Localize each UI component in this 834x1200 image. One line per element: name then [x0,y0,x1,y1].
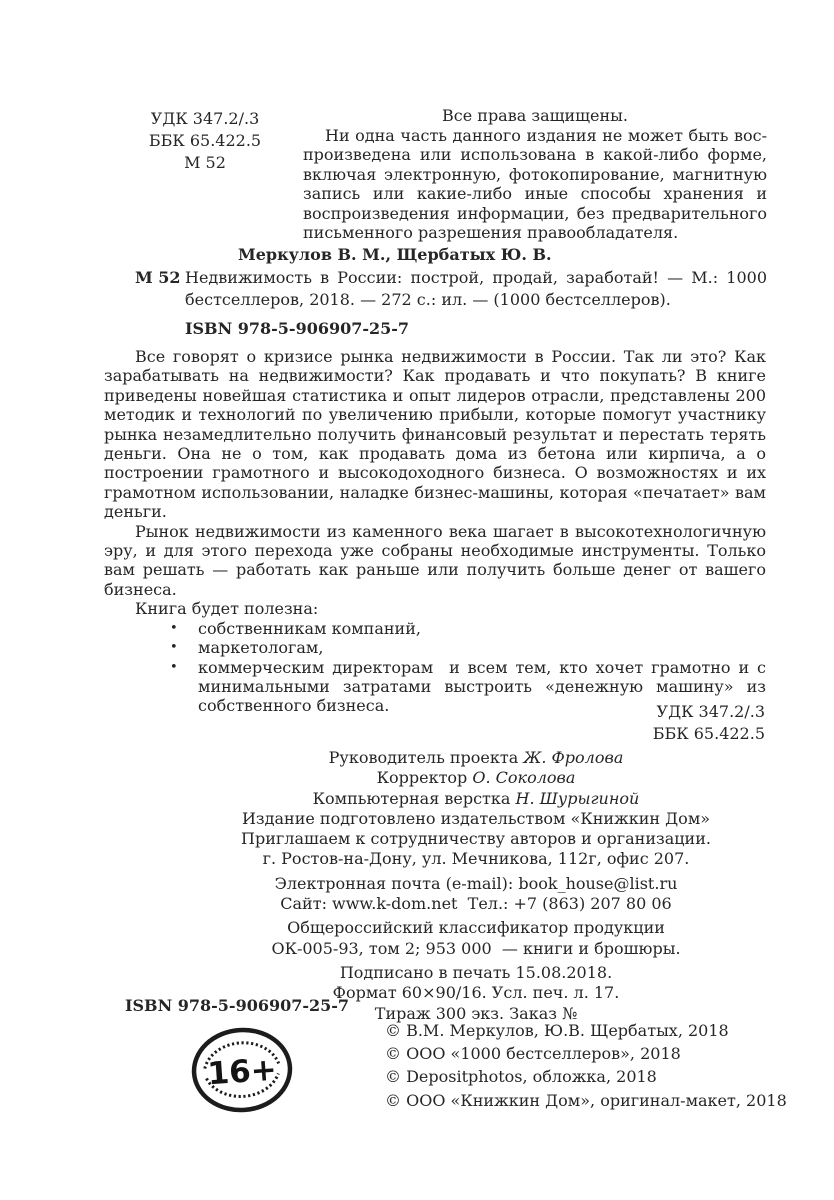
udk-code-right: УДК 347.2/.3 [656,702,765,721]
age-rating-badge [186,1022,298,1117]
credit-name: О. Соколова [472,768,576,788]
age-rating-text: 16+ [206,1051,278,1093]
list-item-text: маркетологам, [198,638,324,658]
isbn-bottom: ISBN 978-5-906907-25-7 [125,996,350,1015]
imprint-line: Общероссийский классификатор продукции [287,918,665,938]
credit-line [185,768,767,788]
imprint-line: Приглашаем к сотрудничеству авторов и организации. [241,829,711,849]
bullet-icon: • [170,640,178,656]
top-codes-block [138,108,272,174]
copyright-line: © В.М. Меркулов, Ю.В. Щербатых, 2018 [385,1021,729,1040]
imprint-block [185,748,767,1024]
copyright-line: © ООО «1000 бестселлеров», 2018 [385,1044,681,1064]
credit-role: Корректор [376,768,473,788]
list-item [104,638,766,657]
annotation-paragraph-1: Все говорят о кризисе рынка недвижимости в России. Так ли это? Как зарабатывать на недвижимости? Как продавать и что покупать? В книге приведены новейшая статистика и опыт лидеров отрасли, представлены 200 методик и технологий по увеличению прибыли, которые помогут участнику рынка незамедлительно получить финансовый результат и перестать терять деньги. Она не о том, как продавать дома из бетона или кирпича, а о построении грамотного и высокодоходного бизнеса. О возможностях и их грамотном использовании, наладке бизнес-машины, которая «печатает» вам деньги. [104,347,766,522]
bbk-code-right: ББК 65.422.5 [652,723,765,743]
catalog-card [135,244,767,340]
rights-title: Все права защищены. [442,106,628,125]
author-mark: М 52 [184,153,226,172]
udk-code: УДК 347.2/.3 [150,109,260,128]
credit-role: Компьютерная верстка [312,788,516,808]
rights-text: Ни одна часть данного издания не может быть воспроизведена или использована в какой-либо форме, включая электронную, фотокопирование, магнитную запись или какие-либо иные способы хранения и воспроизведения информации, без предварительного письменного разрешения правообладателя. [303,125,767,242]
credit-name: Н. Шурыгиной [515,788,640,808]
bullet-icon: • [170,620,178,636]
list-item [104,619,766,638]
imprint-line-site-phone: Сайт: www.k-dom.net Тел.: +7 (863) 207 80 06 [280,894,672,914]
imprint-line: ОК-005-93, том 2; 953 000 — книги и брошюры. [271,938,681,958]
imprint-line: г. Ростов-на-Дону, ул. Мечникова, 112г, офис 207. [262,849,690,869]
catalog-entry [135,267,767,311]
copyright-block [385,1019,787,1112]
imprint-line: Тираж 300 экз. Заказ № [374,1003,578,1023]
catalog-description: Недвижимость в России: построй, продай, заработай! — М.: 1000 бестселлеров, 2018. — 272 с.: ил. — (1000 бестселлеров). [185,268,767,309]
imprint-line-email: Электронная почта (e-mail): book_house@list.ru [274,873,678,893]
bullet-icon: • [170,659,178,675]
audience-list-intro: Книга будет полезна: [135,599,319,619]
codes-right-block [653,701,765,744]
credit-role: Руководитель проекта [328,748,524,767]
catalog-code: М 52 [135,268,181,287]
imprint-line: Подписано в печать 15.08.2018. [339,962,613,982]
annotation [104,347,766,716]
bbk-code: ББК 65.422.5 [148,131,262,150]
credit-line [185,748,767,768]
credit-name: Ж. Фролова [523,748,624,767]
rights-notice [303,106,767,243]
catalog-authors: Меркулов В. М., Щербатых Ю. В. [238,245,552,264]
list-item-text: коммерческим директорам и всем тем, кто хочет грамотно и с минимальными затратами выстроить «денежную машину» из собственного бизнеса. [198,657,766,716]
credit-line [185,789,767,809]
catalog-isbn: ISBN 978-5-906907-25-7 [185,319,410,338]
list-item-text: собственникам компаний, [198,618,421,638]
copyright-line: © ООО «Книжкин Дом», оригинал-макет, 2018 [385,1090,787,1110]
imprint-line: Формат 60×90/16. Усл. печ. л. 17. [332,983,620,1003]
imprint-line: Издание подготовлено издательством «Книжкин Дом» [241,808,711,828]
annotation-paragraph-2: Рынок недвижимости из каменного века шагает в высокотехнологичную эру, и для этого перехода уже собраны необходимые инструменты. Только вам решать — работать как раньше или получить больше денег от вашего бизнеса. [104,521,766,599]
copyright-line: © Depositphotos, обложка, 2018 [385,1067,657,1087]
